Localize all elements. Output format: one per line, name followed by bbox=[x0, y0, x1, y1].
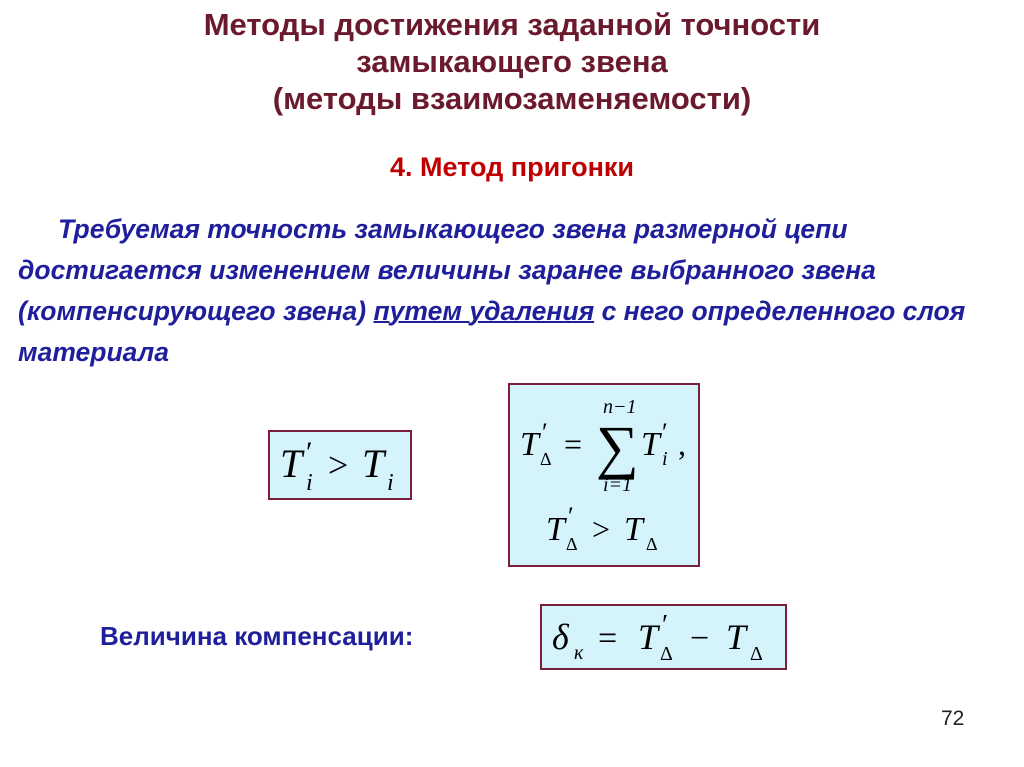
formula-1-rhs-sub: i bbox=[387, 470, 394, 496]
formula-2-line2-rhs-base: T bbox=[624, 511, 643, 548]
paragraph-text-1: Требуемая точность замыкающего звена размерной цепи достигается изменением величины заранее выбранного звена (компенсирующего звена) bbox=[18, 214, 876, 326]
formula-2-line2-rhs-sub: Δ bbox=[646, 534, 658, 554]
formula-2-term-base: T bbox=[641, 426, 660, 463]
formula-3-delta: δ bbox=[552, 617, 569, 657]
formula-1-lhs-base: T bbox=[280, 441, 303, 486]
formula-2-equals: = bbox=[564, 426, 583, 462]
formula-2-comma: , bbox=[678, 426, 686, 462]
slide-title bbox=[0, 6, 1024, 117]
formula-3-b-sub: Δ bbox=[750, 643, 763, 665]
formula-3-delta-sub: к bbox=[574, 642, 584, 664]
formula-2-sum-lower: i=1 bbox=[603, 474, 633, 496]
formula-2-sum-upper: n−1 bbox=[603, 396, 637, 418]
title-line-2: замыкающего звена bbox=[356, 44, 668, 79]
formula-2-line2-operator: > bbox=[592, 511, 611, 547]
formula-2-lhs-prime: ′ bbox=[542, 418, 548, 447]
formula-3-minus: − bbox=[690, 620, 710, 657]
formula-3-equals: = bbox=[598, 620, 618, 657]
formula-1-lhs-sub: i bbox=[306, 470, 313, 496]
page-number: 72 bbox=[941, 707, 965, 730]
paragraph-underlined: путем удаления bbox=[373, 296, 595, 326]
slide-subtitle: 4. Метод пригонки bbox=[389, 152, 634, 182]
formula-2-lhs-base: T bbox=[520, 426, 539, 463]
paragraph-text-2: с него определенного слоя материала bbox=[18, 296, 966, 367]
title-line-3: (методы взаимозаменяемости) bbox=[272, 81, 752, 116]
formula-1-rhs-base: T bbox=[362, 441, 385, 486]
formula-3-b-base: T bbox=[726, 617, 747, 657]
formula-3-a-sub: Δ bbox=[660, 643, 673, 665]
formula-3-a-prime: ′ bbox=[662, 610, 669, 641]
title-line-1: Методы достижения заданной точности bbox=[203, 7, 821, 42]
formula-3-svg bbox=[542, 606, 784, 667]
definition-paragraph bbox=[18, 209, 1008, 373]
formula-2-svg bbox=[510, 385, 697, 564]
formula-2-sum-symbol: ∑ bbox=[596, 414, 639, 480]
formula-2-term-sub: i bbox=[662, 448, 668, 470]
compensation-label: Величина компенсации: bbox=[100, 621, 414, 651]
formula-box-sum bbox=[508, 383, 700, 567]
formula-2-line2-lhs-base: T bbox=[546, 511, 565, 548]
formula-box-compensation bbox=[540, 604, 787, 670]
formula-box-tolerance-comparison bbox=[268, 430, 412, 500]
formula-2-line2-lhs-prime: ′ bbox=[568, 502, 574, 531]
formula-1-lhs-prime: ′ bbox=[306, 436, 313, 469]
formula-1-svg bbox=[270, 432, 409, 497]
formula-2-lhs-sub: Δ bbox=[540, 449, 552, 469]
formula-2-term-prime: ′ bbox=[662, 418, 668, 447]
formula-2-line2-lhs-sub: Δ bbox=[566, 534, 578, 554]
formula-1-operator: > bbox=[328, 445, 349, 485]
formula-3-a-base: T bbox=[638, 617, 659, 657]
